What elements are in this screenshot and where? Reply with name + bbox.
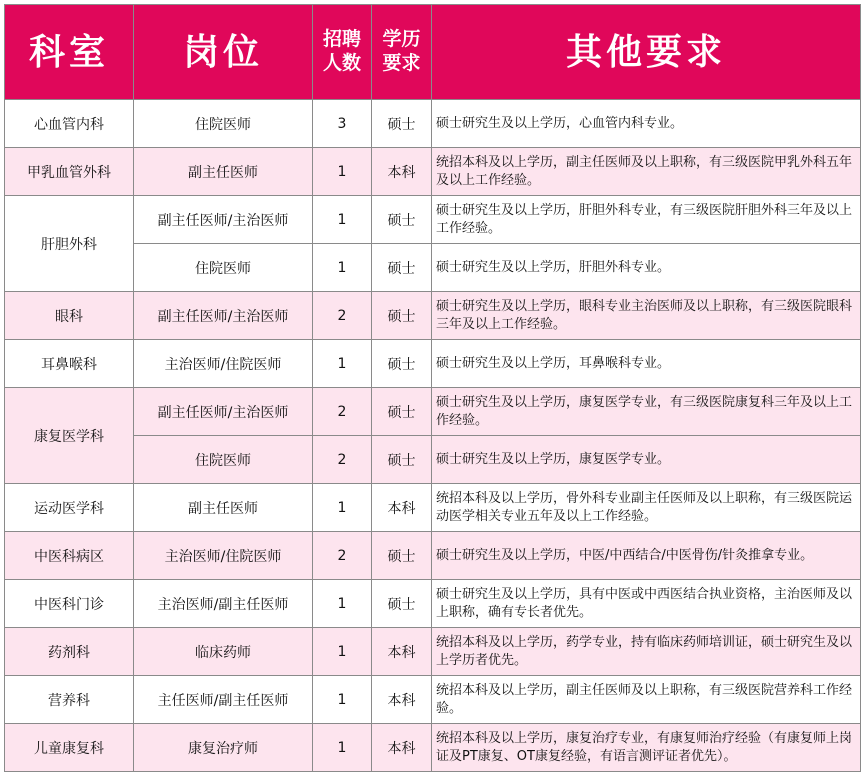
count-cell: 1 bbox=[313, 148, 372, 196]
edu-cell: 硕士 bbox=[372, 532, 432, 580]
table-row bbox=[5, 196, 861, 244]
count-cell: 1 bbox=[313, 628, 372, 676]
position-cell: 副主任医师 bbox=[134, 484, 313, 532]
count-cell: 2 bbox=[313, 292, 372, 340]
count-cell: 2 bbox=[313, 388, 372, 436]
table-row bbox=[5, 532, 861, 580]
header-row bbox=[5, 5, 861, 100]
dept-cell: 眼科 bbox=[5, 292, 134, 340]
count-cell: 1 bbox=[313, 724, 372, 772]
count-cell: 1 bbox=[313, 484, 372, 532]
position-cell: 主治医师/住院医师 bbox=[134, 340, 313, 388]
requirement-cell: 硕士研究生及以上学历，康复医学专业，有三级医院康复科三年及以上工作经验。 bbox=[432, 388, 861, 436]
position-cell: 主任医师/副主任医师 bbox=[134, 676, 313, 724]
table-row bbox=[5, 580, 861, 628]
header-count-line1: 招聘 bbox=[322, 28, 361, 51]
edu-cell: 本科 bbox=[372, 484, 432, 532]
requirement-cell: 硕士研究生及以上学历，肝胆外科专业，有三级医院肝胆外科三年及以上工作经验。 bbox=[432, 196, 861, 244]
requirement-cell: 统招本科及以上学历，康复治疗专业，有康复师治疗经验（有康复师上岗证及PT康复、OT康复经验，有语言测评证者优先）。 bbox=[432, 724, 861, 772]
requirement-cell: 统招本科及以上学历，药学专业，持有临床药师培训证，硕士研究生及以上学历者优先。 bbox=[432, 628, 861, 676]
dept-cell: 甲乳血管外科 bbox=[5, 148, 134, 196]
edu-cell: 本科 bbox=[372, 724, 432, 772]
count-cell: 1 bbox=[313, 244, 372, 292]
dept-cell: 中医科门诊 bbox=[5, 580, 134, 628]
dept-cell: 运动医学科 bbox=[5, 484, 134, 532]
requirement-cell: 硕士研究生及以上学历，眼科专业主治医师及以上职称，有三级医院眼科三年及以上工作经验。 bbox=[432, 292, 861, 340]
count-cell: 3 bbox=[313, 100, 372, 148]
dept-cell: 康复医学科 bbox=[5, 388, 134, 484]
requirement-cell: 硕士研究生及以上学历，心血管内科专业。 bbox=[432, 100, 861, 148]
table-row bbox=[5, 340, 861, 388]
dept-cell: 药剂科 bbox=[5, 628, 134, 676]
count-cell: 1 bbox=[313, 196, 372, 244]
edu-cell: 本科 bbox=[372, 676, 432, 724]
header-edu-line1: 学历 bbox=[382, 28, 421, 51]
edu-cell: 硕士 bbox=[372, 244, 432, 292]
header-edu-line2: 要求 bbox=[382, 52, 421, 74]
table-row bbox=[5, 292, 861, 340]
count-cell: 1 bbox=[313, 580, 372, 628]
count-cell: 2 bbox=[313, 436, 372, 484]
header-requirements: 其他要求 bbox=[432, 5, 861, 100]
table-row bbox=[5, 484, 861, 532]
dept-cell: 耳鼻喉科 bbox=[5, 340, 134, 388]
recruitment-table bbox=[4, 4, 861, 772]
position-cell: 副主任医师 bbox=[134, 148, 313, 196]
position-cell: 住院医师 bbox=[134, 100, 313, 148]
edu-cell: 硕士 bbox=[372, 388, 432, 436]
table-row bbox=[5, 148, 861, 196]
position-cell: 主治医师/副主任医师 bbox=[134, 580, 313, 628]
position-cell: 主治医师/住院医师 bbox=[134, 532, 313, 580]
requirement-cell: 硕士研究生及以上学历，肝胆外科专业。 bbox=[432, 244, 861, 292]
table-row bbox=[5, 436, 861, 484]
position-cell: 住院医师 bbox=[134, 436, 313, 484]
dept-cell: 中医科病区 bbox=[5, 532, 134, 580]
position-cell: 副主任医师/主治医师 bbox=[134, 196, 313, 244]
edu-cell: 硕士 bbox=[372, 436, 432, 484]
edu-cell: 硕士 bbox=[372, 292, 432, 340]
table-row bbox=[5, 244, 861, 292]
count-cell: 1 bbox=[313, 676, 372, 724]
table-row bbox=[5, 676, 861, 724]
position-cell: 康复治疗师 bbox=[134, 724, 313, 772]
edu-cell: 本科 bbox=[372, 148, 432, 196]
table-row bbox=[5, 100, 861, 148]
edu-cell: 硕士 bbox=[372, 100, 432, 148]
header-dept: 科室 bbox=[5, 5, 134, 100]
count-cell: 1 bbox=[313, 340, 372, 388]
position-cell: 副主任医师/主治医师 bbox=[134, 388, 313, 436]
header-position: 岗位 bbox=[134, 5, 313, 100]
count-cell: 2 bbox=[313, 532, 372, 580]
edu-cell: 硕士 bbox=[372, 196, 432, 244]
requirement-cell: 统招本科及以上学历，副主任医师及以上职称，有三级医院营养科工作经验。 bbox=[432, 676, 861, 724]
position-cell: 临床药师 bbox=[134, 628, 313, 676]
dept-cell: 营养科 bbox=[5, 676, 134, 724]
requirement-cell: 硕士研究生及以上学历，具有中医或中西医结合执业资格，主治医师及以上职称，确有专长者优先。 bbox=[432, 580, 861, 628]
requirement-cell: 统招本科及以上学历，副主任医师及以上职称，有三级医院甲乳外科五年及以上工作经验。 bbox=[432, 148, 861, 196]
dept-cell: 心血管内科 bbox=[5, 100, 134, 148]
requirement-cell: 统招本科及以上学历，骨外科专业副主任医师及以上职称，有三级医院运动医学相关专业五年及以上工作经验。 bbox=[432, 484, 861, 532]
table-row bbox=[5, 388, 861, 436]
requirement-cell: 硕士研究生及以上学历，康复医学专业。 bbox=[432, 436, 861, 484]
header-edu bbox=[372, 5, 432, 100]
edu-cell: 硕士 bbox=[372, 340, 432, 388]
requirement-cell: 硕士研究生及以上学历，中医/中西结合/中医骨伤/针灸推拿专业。 bbox=[432, 532, 861, 580]
dept-cell: 肝胆外科 bbox=[5, 196, 134, 292]
table-row bbox=[5, 628, 861, 676]
position-cell: 住院医师 bbox=[134, 244, 313, 292]
requirement-cell: 硕士研究生及以上学历，耳鼻喉科专业。 bbox=[432, 340, 861, 388]
dept-cell: 儿童康复科 bbox=[5, 724, 134, 772]
header-count-line2: 人数 bbox=[322, 52, 361, 74]
edu-cell: 硕士 bbox=[372, 580, 432, 628]
table-row bbox=[5, 724, 861, 772]
header-count bbox=[313, 5, 372, 100]
position-cell: 副主任医师/主治医师 bbox=[134, 292, 313, 340]
edu-cell: 本科 bbox=[372, 628, 432, 676]
